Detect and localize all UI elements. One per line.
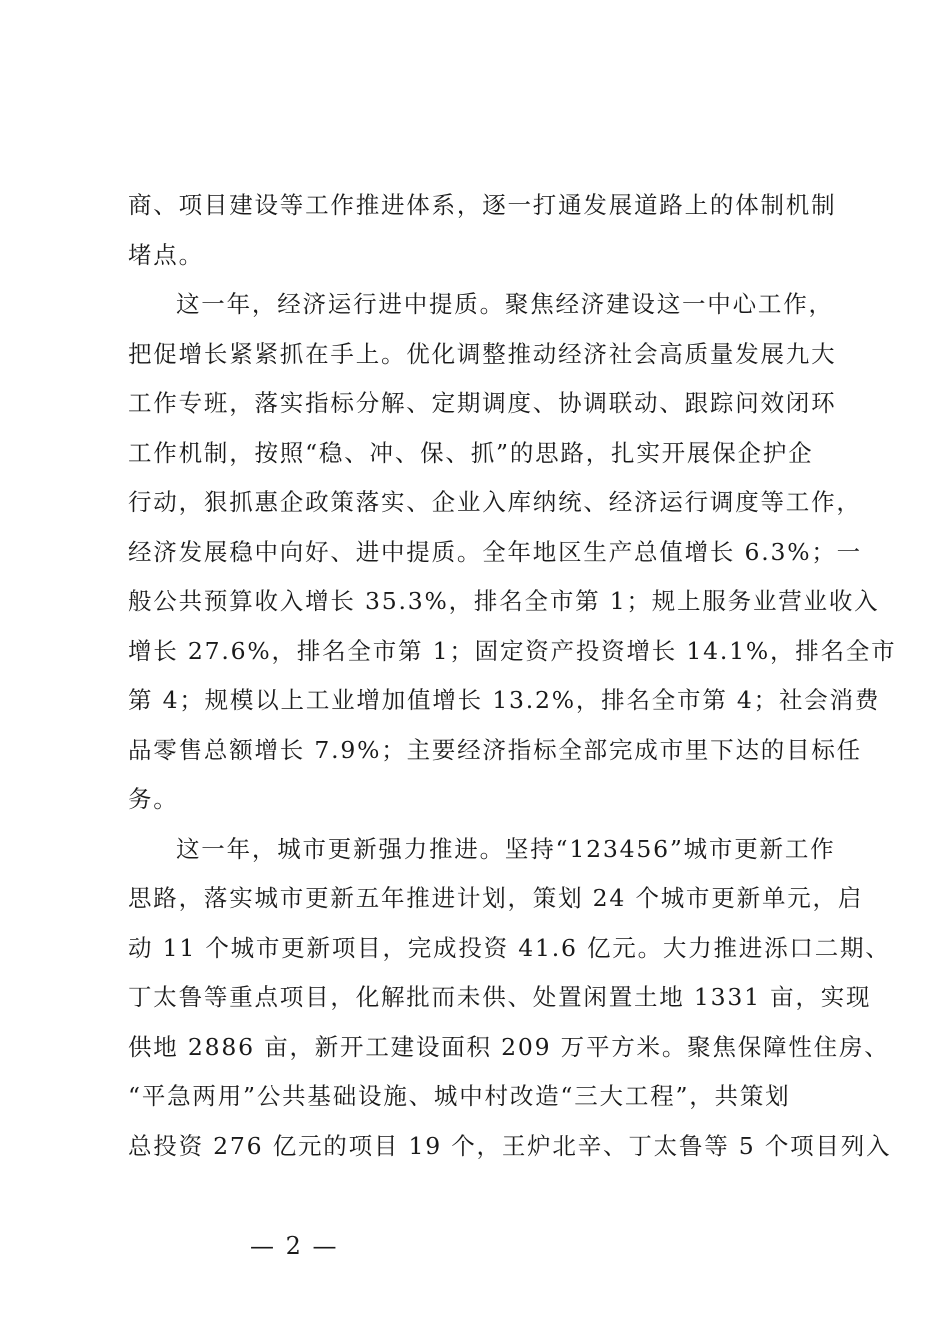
- text-line: 思路，落实城市更新五年推进计划，策划 24 个城市更新单元，启: [128, 884, 864, 912]
- text-line: 把促增长紧紧抓在手上。优化调整推动经济社会高质量发展九大: [128, 339, 837, 368]
- text-line: 务。: [128, 785, 179, 813]
- text-line: 供地 2886 亩，新开工建设面积 209 万平方米。聚焦保障性住房、: [128, 1032, 890, 1061]
- text-line: 增长 27.6%，排名全市第 1；固定资产投资增长 14.1%，排名全市: [128, 636, 897, 665]
- text-line: 般公共预算收入增长 35.3%，排名全市第 1；规上服务业营业收入: [128, 587, 880, 615]
- text-line: 品零售总额增长 7.9%；主要经济指标全部完成市里下达的目标任: [128, 735, 862, 764]
- text-line: 动 11 个城市更新项目，完成投资 41.6 亿元。大力推进泺口二期、: [128, 933, 891, 962]
- text-line: “平急两用”公共基础设施、城中村改造“三大工程”，共策划: [128, 1082, 791, 1110]
- text-line: 商、项目建设等工作推进体系，逐一打通发展道路上的体制机制: [128, 191, 837, 219]
- text-line: 第 4；规模以上工业增加值增长 13.2%，排名全市第 4；社会消费: [128, 686, 881, 714]
- paragraph-start-line: 这一年，城市更新强力推进。坚持“123456”城市更新工作: [176, 834, 836, 863]
- page-number: — 2 —: [250, 1232, 339, 1260]
- text-line: 工作专班，落实指标分解、定期调度、协调联动、跟踪问效闭环: [128, 389, 837, 417]
- text-line: 堵点。: [128, 240, 204, 269]
- body-text: [128, 181, 897, 1171]
- text-line: 经济发展稳中向好、进中提质。全年地区生产总值增长 6.3%；一: [128, 537, 862, 566]
- paragraph-start-line: 这一年，经济运行进中提质。聚焦经济建设这一中心工作，: [176, 290, 834, 318]
- text-line: 行动，狠抓惠企政策落实、企业入库纳统、经济运行调度等工作，: [128, 488, 862, 516]
- text-line: 工作机制，按照“稳、冲、保、抓”的思路，扎实开展保企护企: [128, 438, 814, 467]
- text-line: 总投资 276 亿元的项目 19 个，王炉北辛、丁太鲁等 5 个项目列入: [128, 1131, 892, 1160]
- text-line: 丁太鲁等重点项目，化解批而未供、处置闲置土地 1331 亩，实现: [128, 983, 872, 1011]
